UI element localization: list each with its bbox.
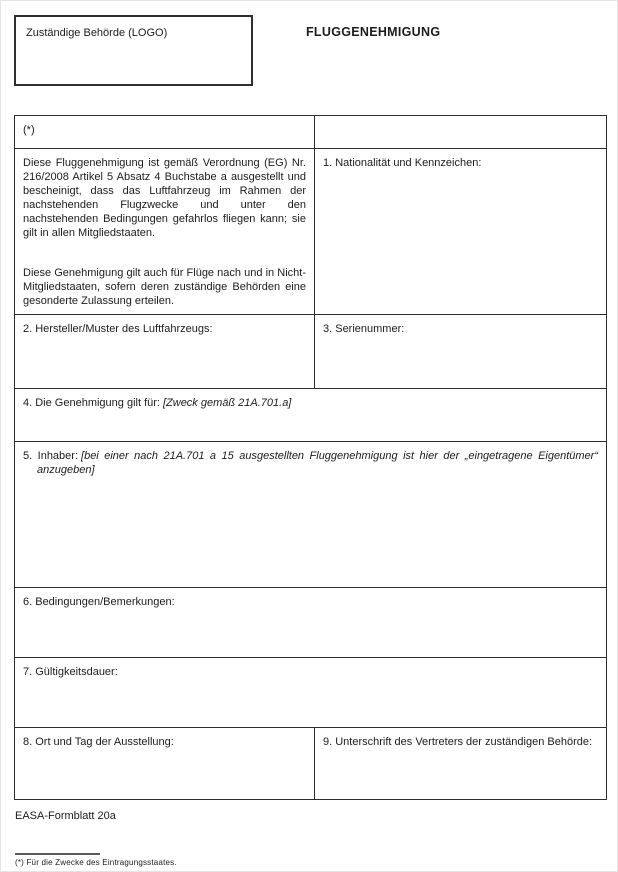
legal-statement-cell [15, 149, 315, 315]
field-holder-cell [15, 442, 607, 588]
field-manufacturer-cell [15, 315, 315, 389]
field-conditions-label: 6. Bedingungen/Bemerkungen: [23, 596, 175, 608]
table-row-statement [15, 149, 607, 315]
field-holder-label: 5. Inhaber: [23, 450, 79, 462]
page-title: FLUGGENEHMIGUNG [306, 25, 441, 39]
authority-logo-box [14, 15, 253, 86]
table-row-manufacturer-serial [15, 315, 607, 389]
registry-mark: (*) [23, 124, 35, 136]
field-validity-label: 7. Gültigkeitsdauer: [23, 666, 118, 678]
legal-statement-paragraph-1: Diese Fluggenehmigung ist gemäß Verordnung (EG) Nr. 216/2008 Artikel 5 Absatz 4 Buchstabe a ausgestellt und bescheinigt, dass das Luftfahrzeug im Rahmen der nachstehenden Flugzwecke und unter den nachstehenden Bedingungen gefahrlos fliegen kann; sie gilt in allen Mitgliedstaaten. [23, 157, 306, 239]
field-conditions-cell [15, 588, 607, 658]
permit-form-table [14, 115, 607, 800]
registry-mark-cell [15, 116, 315, 149]
footnote-divider [15, 853, 100, 855]
authority-logo-label: Zuständige Behörde (LOGO) [26, 27, 168, 39]
field-serial-cell [315, 315, 607, 389]
field-purpose-label: 4. Die Genehmigung gilt für: [23, 397, 160, 409]
field-purpose-cell [15, 389, 607, 442]
field-purpose-note: [Zweck gemäß 21A.701.a] [162, 397, 292, 409]
field-purpose-paragraph [23, 396, 598, 410]
table-row-purpose [15, 389, 607, 442]
field-nationality-cell [315, 149, 607, 315]
table-row-validity [15, 658, 607, 728]
table-row-conditions [15, 588, 607, 658]
field-holder-note: [bei einer nach 21A.701 a 15 ausgestellten Fluggenehmigung ist hier der „eingetragene Eigentümer“ anzugeben] [37, 450, 598, 476]
field-signature-label: 9. Unterschrift des Vertreters der zuständigen Behörde: [323, 736, 593, 748]
field-manufacturer-label: 2. Hersteller/Muster des Luftfahrzeugs: [23, 323, 213, 335]
footnote-text: (*) Für die Zwecke des Eintragungsstaates. [15, 858, 177, 867]
field-serial-label: 3. Serienummer: [323, 323, 405, 335]
field-nationality-label: 1. Nationalität und Kennzeichen: [323, 157, 482, 169]
legal-statement-paragraph-2: Diese Genehmigung gilt auch für Flüge nach und in Nicht-Mitgliedstaaten, sofern deren zuständige Behörden eine gesonderte Zulassung erteilen. [23, 267, 306, 307]
table-row-issue-signature [15, 728, 607, 800]
field-holder-paragraph [23, 449, 598, 477]
field-issue-place-date-label: 8. Ort und Tag der Ausstellung: [23, 736, 174, 748]
field-signature-cell [315, 728, 607, 800]
field-validity-cell [15, 658, 607, 728]
form-id-label: EASA-Formblatt 20a [15, 810, 116, 822]
table-row-holder [15, 442, 607, 588]
field-issue-place-date-cell [15, 728, 315, 800]
table-row-registry-mark [15, 116, 607, 149]
registry-mark-empty-cell [315, 116, 607, 149]
